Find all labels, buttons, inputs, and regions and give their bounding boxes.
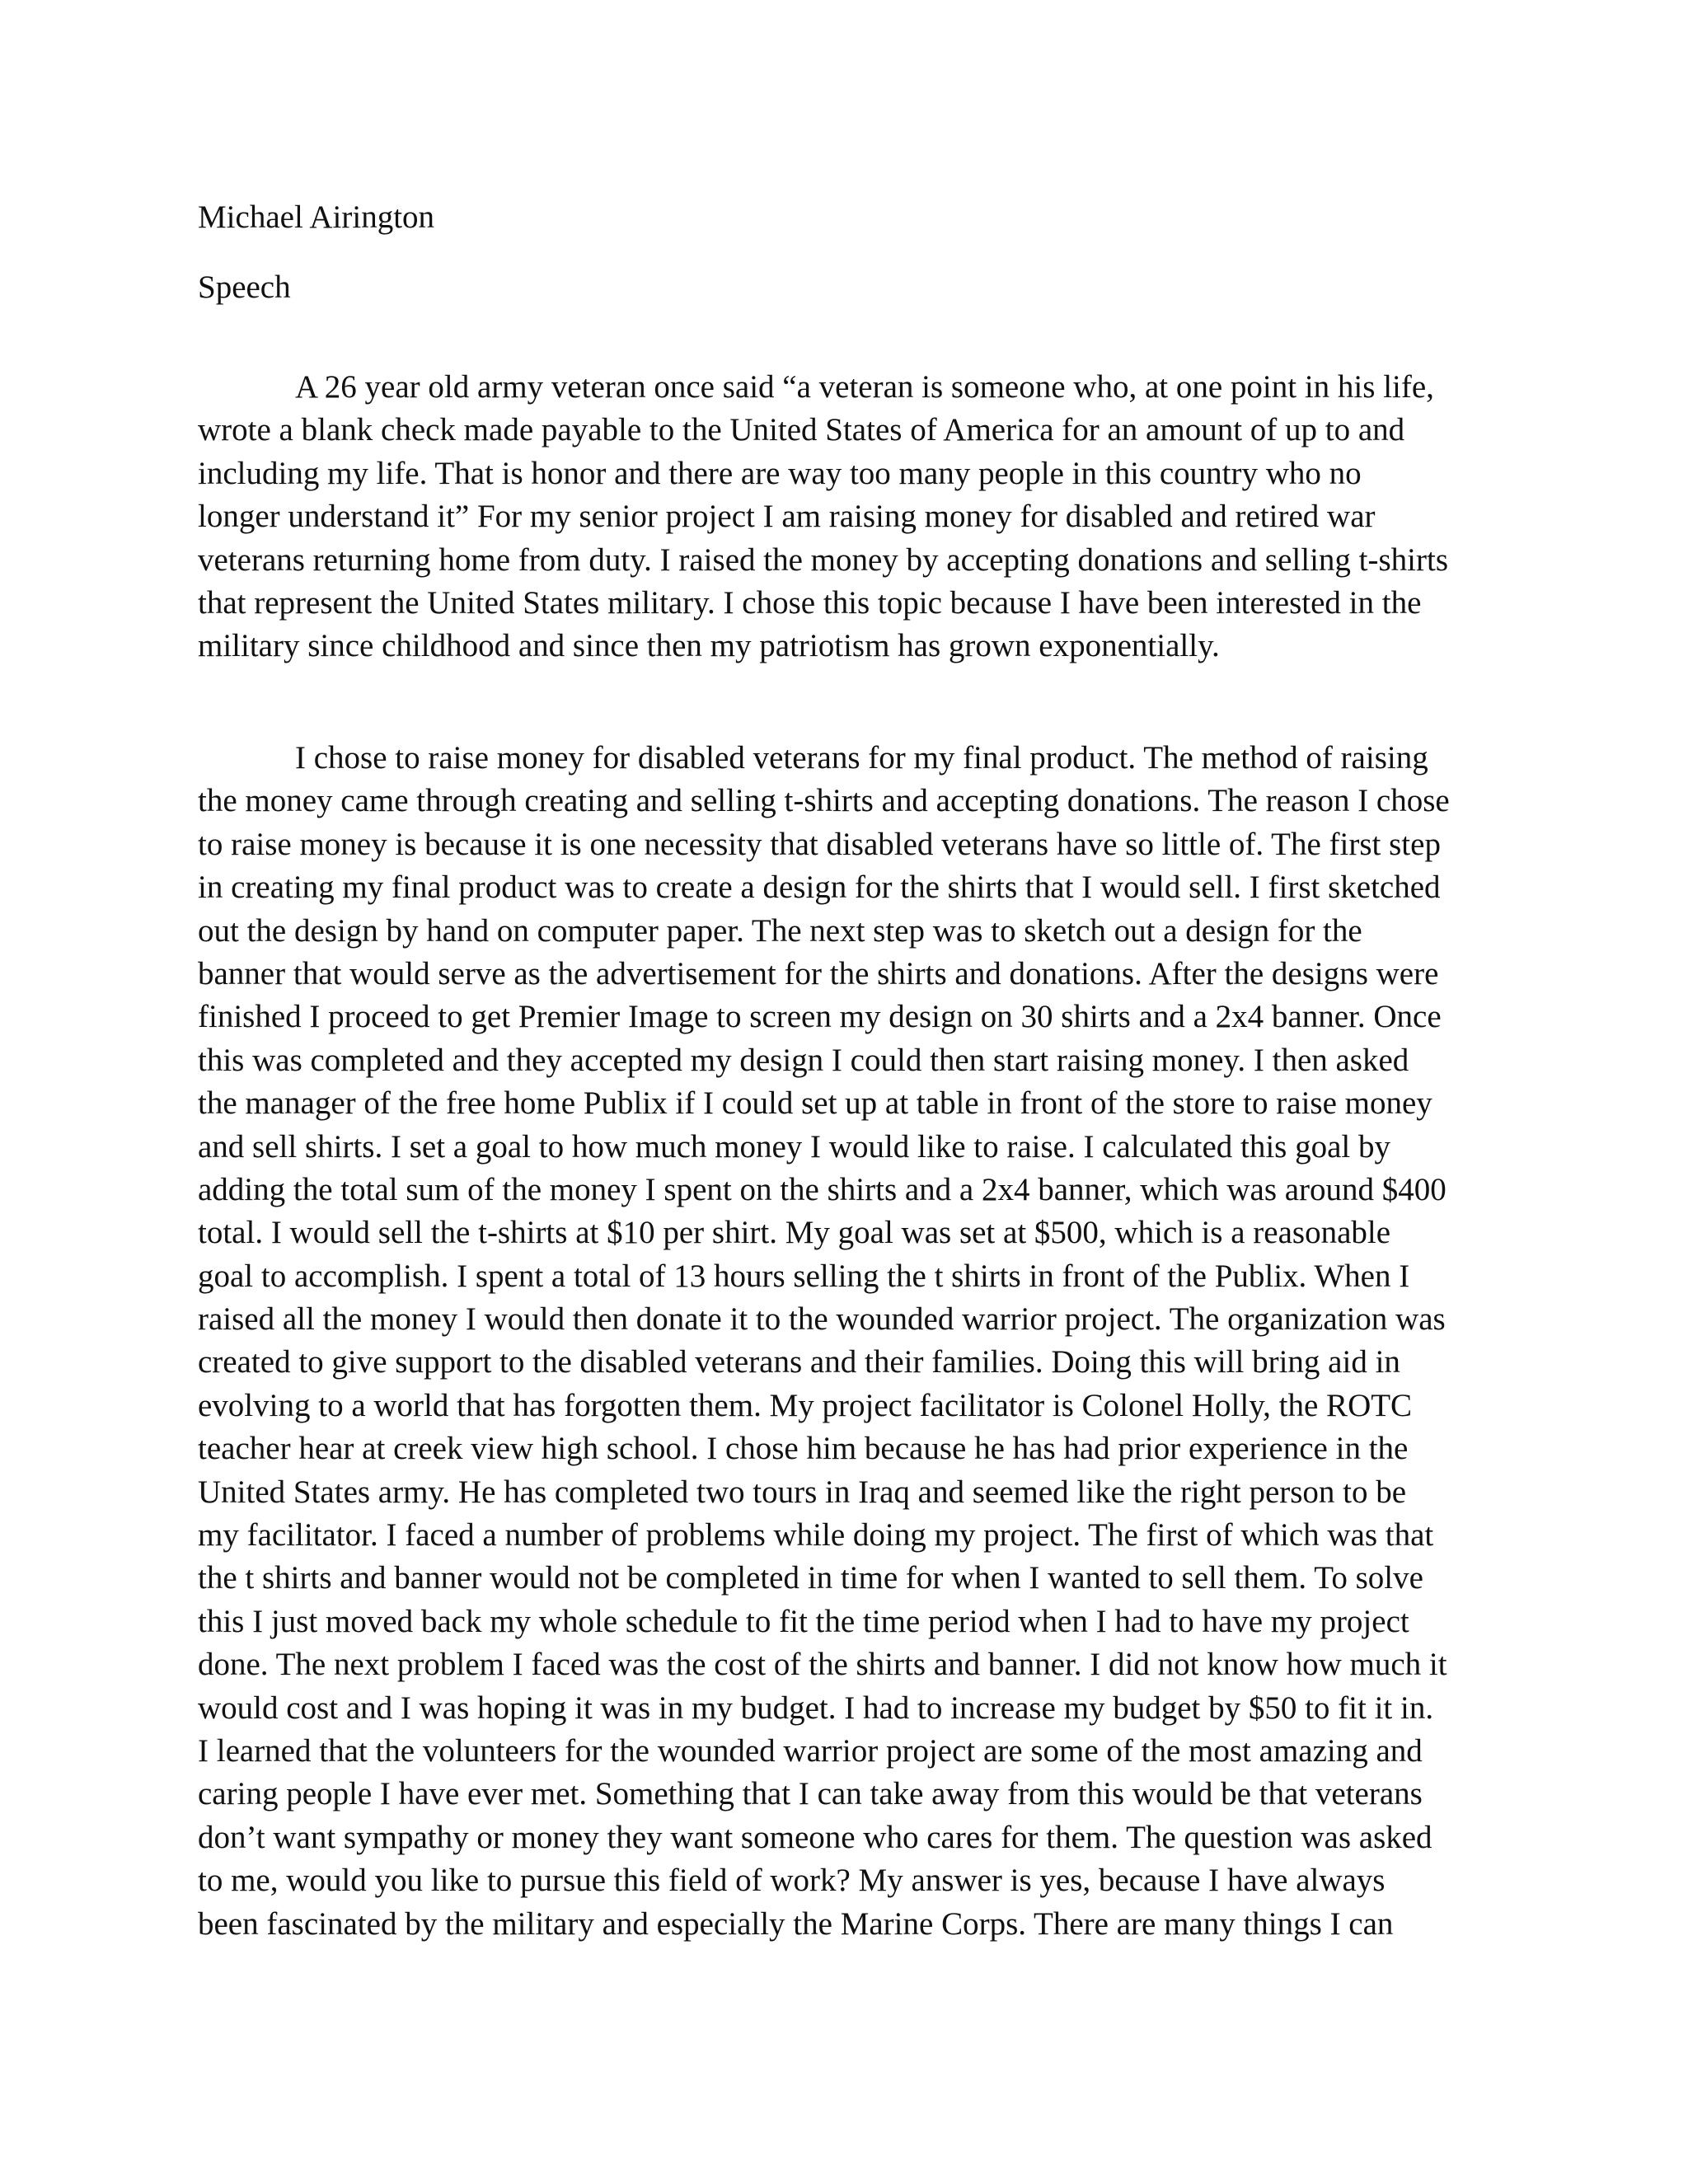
text-line: my facilitator. I faced a number of problems while doing my project. The first of which was that — [198, 1517, 1434, 1554]
text-line: raised all the money I would then donate it to the wounded warrior project. The organization was — [198, 1301, 1446, 1338]
text-line: adding the total sum of the money I spent on the shirts and a 2x4 banner, which was around $400 — [198, 1171, 1447, 1207]
paragraph-introduction — [198, 366, 1484, 668]
text-line: to raise money is because it is one necessity that disabled veterans have so little of. The first step — [198, 826, 1441, 862]
text-line: veterans returning home from duty. I raised the money by accepting donations and selling t-shirts — [198, 541, 1449, 578]
text-line: the manager of the free home Publix if I could set up at table in front of the store to raise money — [198, 1085, 1432, 1122]
text-line: caring people I have ever met. Something that I can take away from this would be that veterans — [198, 1776, 1423, 1812]
text-line: and sell shirts. I set a goal to how much money I would like to raise. I calculated this goal by — [198, 1128, 1390, 1165]
text-line: to me, would you like to pursue this field of work? My answer is yes, because I have always — [198, 1863, 1386, 1899]
text-line: the money came through creating and selling t-shirts and accepting donations. The reason I chose — [198, 783, 1450, 819]
text-line: the t shirts and banner would not be completed in time for when I wanted to sell them. To solve — [198, 1560, 1423, 1596]
text-line: I chose to raise money for disabled veterans for my final product. The method of raising — [295, 740, 1428, 776]
text-line: evolving to a world that has forgotten them. My project facilitator is Colonel Holly, the ROTC — [198, 1387, 1413, 1423]
text-line: don’t want sympathy or money they want someone who cares for them. The question was asked — [198, 1819, 1432, 1855]
text-line: finished I proceed to get Premier Image to screen my design on 30 shirts and a 2x4 banner. Once — [198, 999, 1442, 1035]
text-line: done. The next problem I faced was the cost of the shirts and banner. I did not know how much it — [198, 1647, 1447, 1683]
text-line: total. I would sell the t-shirts at $10 per shirt. My goal was set at $500, which is a reasonable — [198, 1215, 1391, 1251]
text-line: United States army. He has completed two tours in Iraq and seemed like the right person to be — [198, 1474, 1407, 1510]
text-line: this I just moved back my whole schedule to fit the time period when I had to have my project — [198, 1603, 1409, 1639]
text-line: A 26 year old army veteran once said “a veteran is someone who, at one point in his life, — [295, 369, 1434, 405]
text-line: out the design by hand on computer paper. The next step was to sketch out a design for the — [198, 912, 1362, 949]
paragraph-final-product — [198, 737, 1484, 1946]
author-name: Michael Airington — [198, 199, 435, 235]
text-line: been fascinated by the military and especially the Marine Corps. There are many things I can — [198, 1905, 1394, 1942]
text-line: including my life. That is honor and there are way too many people in this country who no — [198, 455, 1362, 491]
text-line: this was completed and they accepted my design I could then start raising money. I then asked — [198, 1042, 1409, 1078]
document-title: Speech — [198, 269, 291, 305]
text-line: banner that would serve as the advertisement for the shirts and donations. After the designs were — [198, 955, 1439, 991]
text-line: I learned that the volunteers for the wounded warrior project are some of the most amazing and — [198, 1732, 1423, 1769]
text-line: created to give support to the disabled veterans and their families. Doing this will bring aid in — [198, 1344, 1400, 1380]
text-line: wrote a blank check made payable to the United States of America for an amount of up to and — [198, 412, 1405, 448]
text-line: longer understand it” For my senior project I am raising money for disabled and retired war — [198, 499, 1376, 535]
text-line: would cost and I was hoping it was in my budget. I had to increase my budget by $50 to fit it in. — [198, 1690, 1434, 1726]
text-line: teacher hear at creek view high school. I chose him because he has had prior experience in the — [198, 1431, 1409, 1467]
text-line: that represent the United States military. I chose this topic because I have been interested in the — [198, 584, 1422, 621]
text-line: military since childhood and since then my patriotism has grown exponentially. — [198, 628, 1220, 664]
text-line: goal to accomplish. I spent a total of 13 hours selling the t shirts in front of the Publix. When I — [198, 1258, 1410, 1294]
text-line: in creating my final product was to create a design for the shirts that I would sell. I first sketched — [198, 869, 1441, 906]
